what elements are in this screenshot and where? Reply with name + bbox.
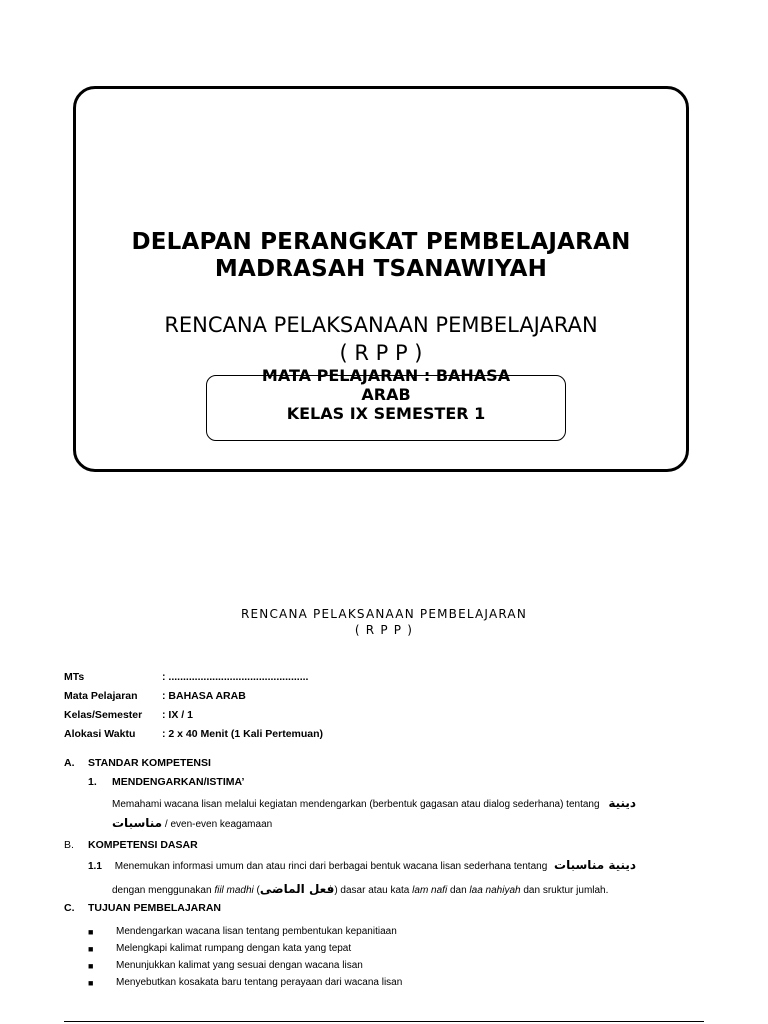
competency-text-part1: Memahami wacana lisan melalui kegiatan mendengarkan (berbentuk gagasan atau dialog sederhana) tentang: [112, 799, 600, 810]
subject-box-text: [207, 366, 565, 423]
cover-title-line1: DELAPAN PERANGKAT PEMBELAJARAN: [131, 229, 631, 255]
cover-subtitle-line1: RENCANA PELAKSANAAN PEMBELAJARAN: [164, 313, 598, 337]
text-fragment: (: [253, 885, 260, 896]
subject-line: MATA PELAJARAN : BAHASA ARAB: [261, 366, 511, 404]
arabic-term: دينية: [608, 796, 637, 810]
section-letter: A.: [64, 757, 75, 769]
cover-subtitle-line2: ( R P P ): [339, 341, 423, 365]
basic-competency-text-part1: Menemukan informasi umum dan atau rinci dari berbagai bentuk wacana lisan sederhana tentang: [114, 861, 548, 872]
list-item-text: Mendengarkan wacana lisan tentang pembentukan kepanitiaan: [116, 926, 397, 937]
competency-text-part2: / even-even keagamaan: [164, 819, 273, 830]
text-fragment: dan: [447, 885, 470, 896]
section-heading: [64, 754, 712, 772]
identity-row: [64, 724, 323, 743]
list-item-text: Menunjukkan kalimat yang sesuai dengan wacana lisan: [116, 960, 363, 971]
section-letter: C.: [64, 902, 75, 914]
competency-text: [64, 792, 712, 836]
text-fragment: ) dasar atau kata: [334, 885, 413, 896]
bullet-icon: ■: [88, 977, 94, 988]
arabic-term: مناسبات: [112, 816, 163, 830]
section-letter: B.: [64, 839, 74, 851]
list-item-text: Menyebutkan kosakata baru tentang perayaan dari wacana lisan: [116, 977, 403, 988]
document-title-line1: RENCANA PELAKSANAAN PEMBELAJARAN: [240, 607, 528, 621]
section-title: TUJUAN PEMBELAJARAN: [88, 902, 222, 914]
cover-frame: [73, 86, 689, 472]
footer-divider: [64, 1021, 704, 1022]
identity-label: Kelas/Semester: [64, 708, 143, 721]
identity-value: : ................................................: [162, 670, 309, 683]
section-title: STANDAR KOMPETENSI: [88, 757, 211, 769]
basic-competency: [64, 854, 718, 902]
cover-title: [76, 229, 686, 283]
bullet-icon: ■: [88, 960, 94, 971]
subsection-heading: [64, 772, 712, 792]
section-title: KOMPETENSI DASAR: [88, 839, 198, 851]
class-line: KELAS IX SEMESTER 1: [286, 404, 486, 423]
identity-value: : BAHASA ARAB: [162, 689, 246, 702]
subsection-number: 1.: [88, 776, 97, 788]
identity-value: : 2 x 40 Menit (1 Kali Pertemuan): [162, 727, 324, 740]
italic-term: fiil madhi: [214, 885, 254, 896]
subsection-title: MENDENGARKAN/ISTIMA’: [112, 776, 245, 788]
identity-table: [64, 667, 323, 743]
identity-row: [64, 667, 323, 686]
bullet-icon: ■: [88, 926, 94, 937]
italic-term: lam nafi: [412, 885, 448, 896]
identity-label: Mata Pelajaran: [64, 689, 138, 702]
identity-row: [64, 705, 323, 724]
cover-subtitle: [76, 311, 686, 367]
arabic-term: فعل الماضى: [259, 882, 335, 896]
section-heading: [64, 899, 402, 917]
text-fragment: dengan menggunakan: [112, 885, 215, 896]
cover-title-line2: MADRASAH TSANAWIYAH: [214, 256, 548, 282]
section-heading: [64, 836, 718, 854]
document-title: [0, 606, 768, 638]
identity-value: : IX / 1: [162, 708, 193, 721]
bullet-icon: ■: [88, 943, 94, 954]
text-fragment: dan sruktur jumlah.: [520, 885, 609, 896]
identity-label: MTs: [64, 670, 85, 683]
italic-term: laa nahiyah: [469, 885, 521, 896]
goals-list: [64, 923, 402, 991]
document-title-line2: ( R P P ): [354, 623, 414, 637]
basic-competency-line1: [88, 854, 718, 878]
section-kompetensi-dasar: [64, 836, 718, 902]
list-item: [88, 923, 402, 940]
list-item: [88, 957, 402, 974]
list-item: [88, 974, 402, 991]
list-item: [88, 940, 402, 957]
identity-row: [64, 686, 323, 705]
section-standar-kompetensi: [64, 754, 712, 836]
section-tujuan-pembelajaran: [64, 899, 402, 991]
subject-box: [206, 366, 566, 441]
list-item-text: Melengkapi kalimat rumpang dengan kata yang tepat: [116, 943, 352, 954]
identity-label: Alokasi Waktu: [64, 727, 136, 740]
arabic-term: دينية مناسبات: [554, 858, 637, 872]
subsection-number: 1.1: [88, 861, 102, 872]
